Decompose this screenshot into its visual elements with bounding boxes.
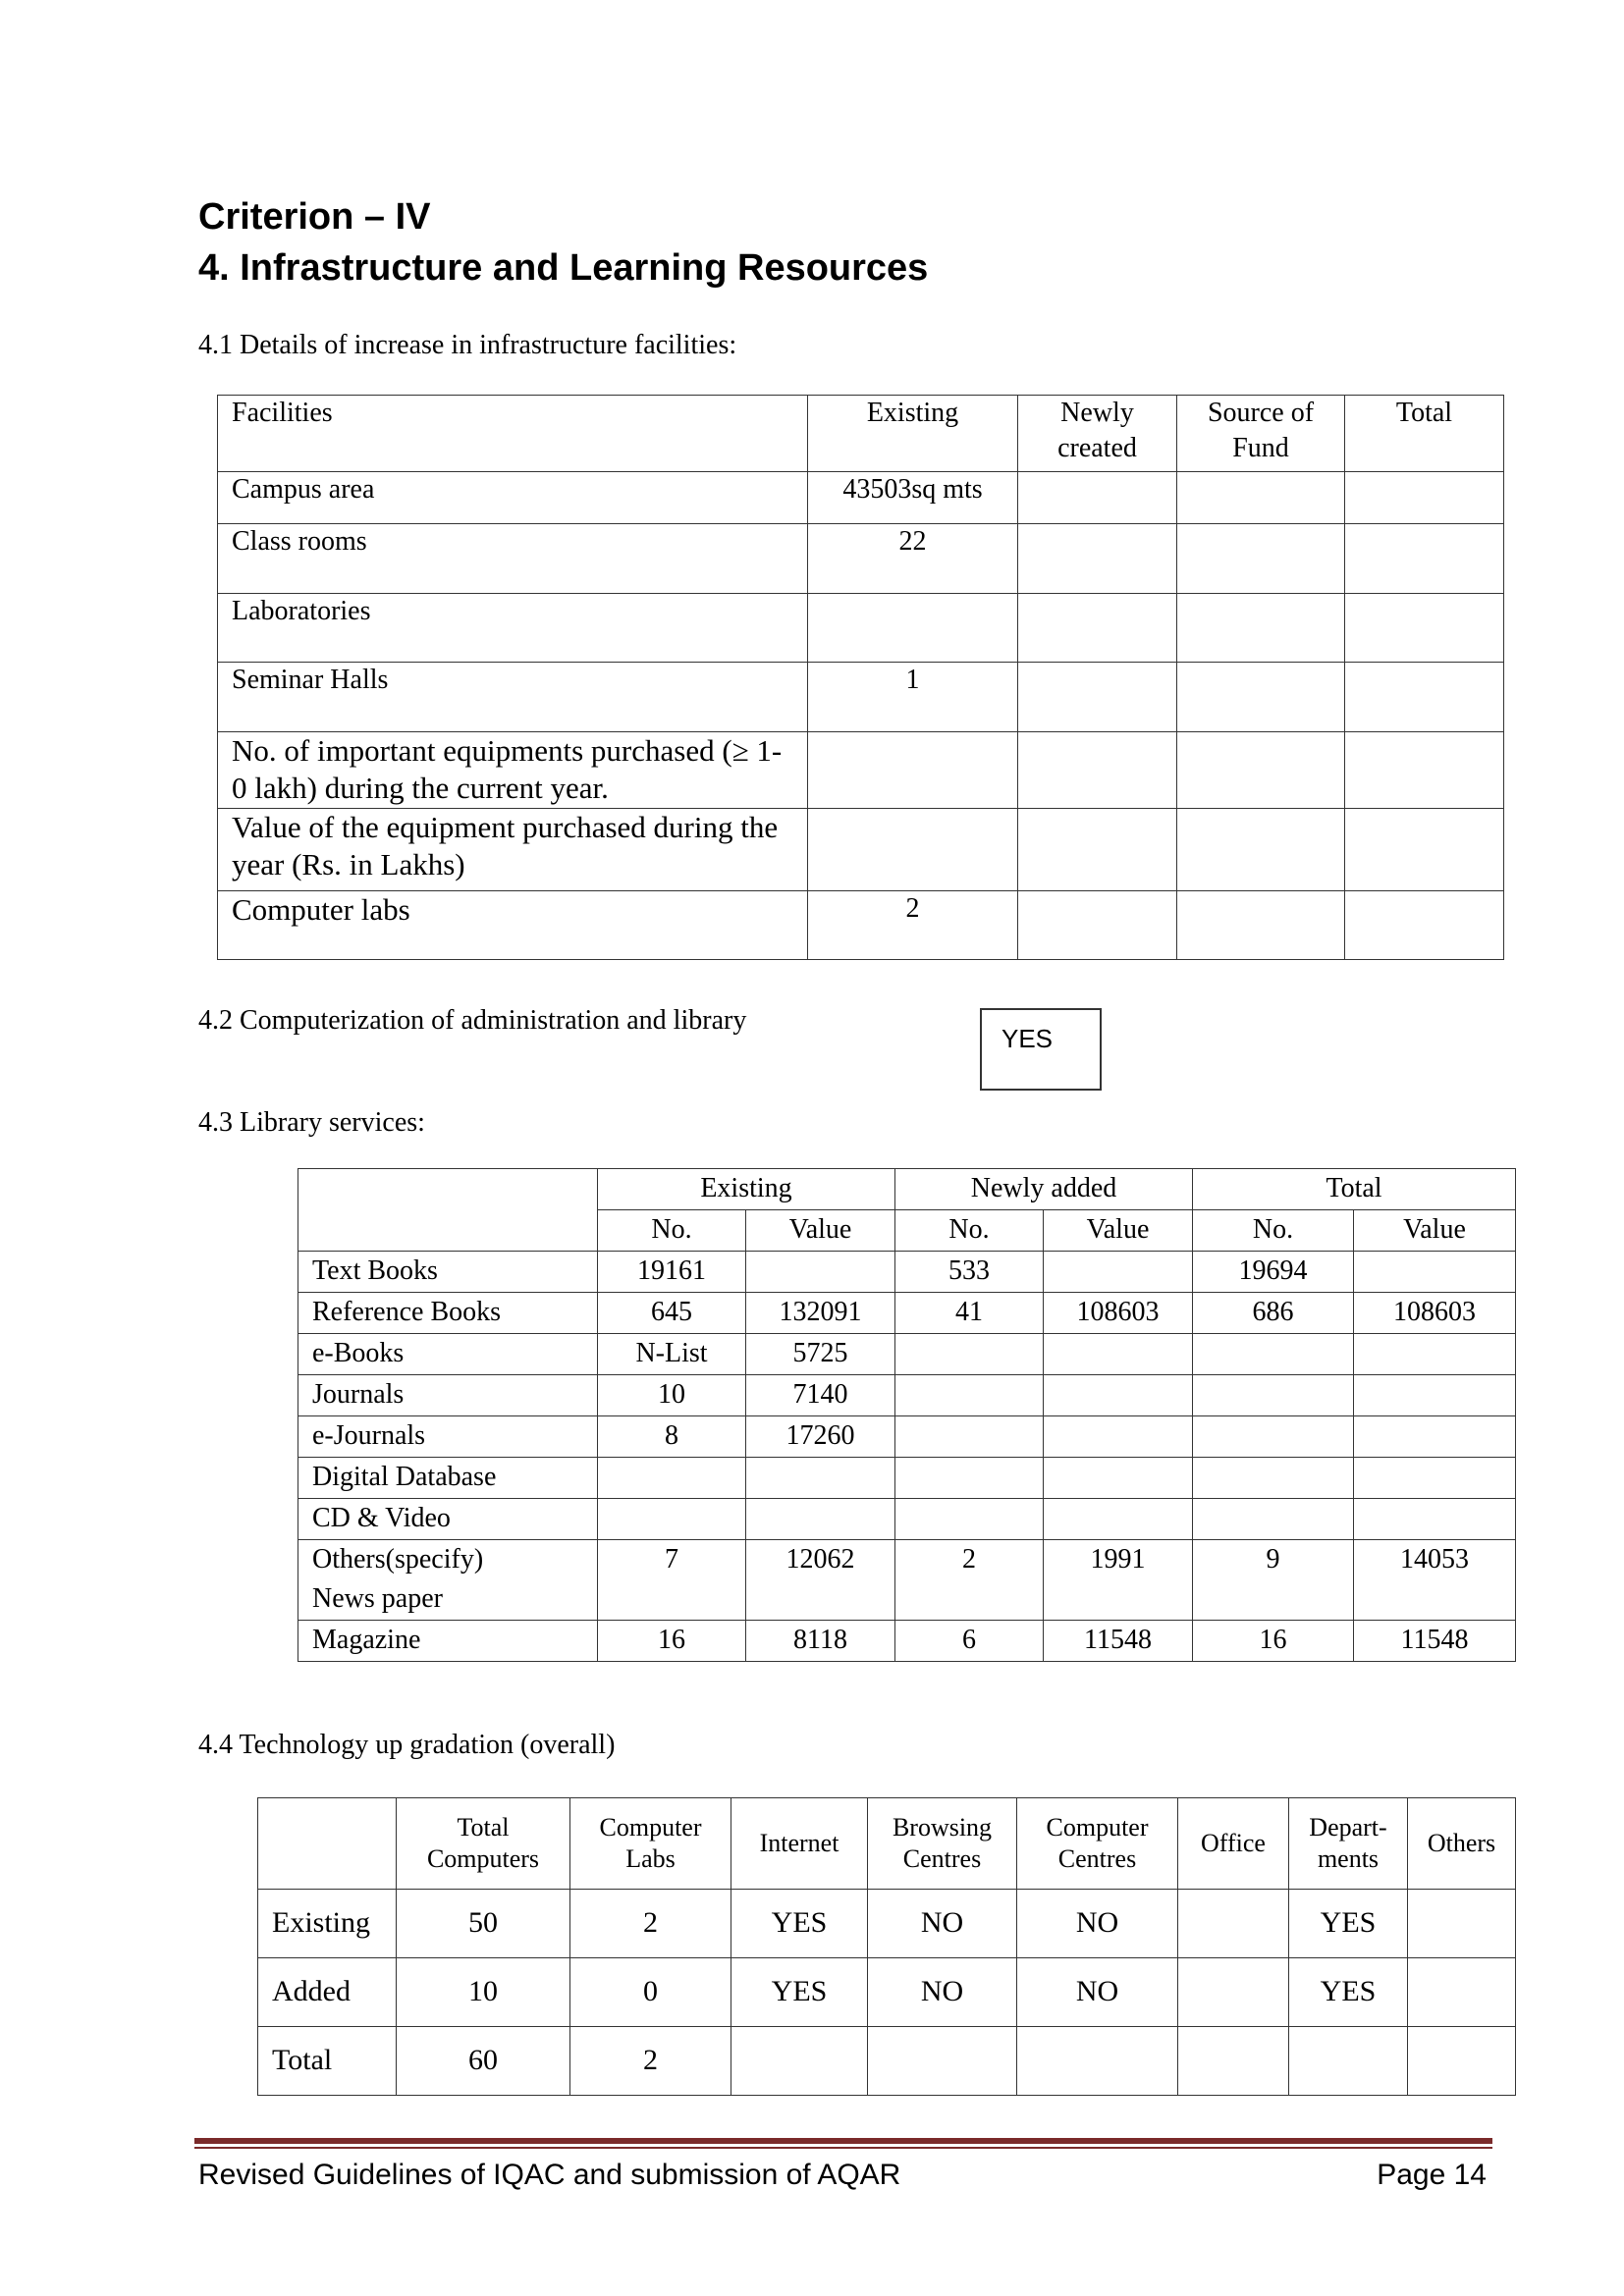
table-row: [298, 1416, 1516, 1458]
group-header: Newly added: [895, 1169, 1193, 1210]
row-label-line: News paper: [312, 1583, 443, 1614]
existing-cell: 2: [808, 891, 1018, 960]
table-cell: 533: [895, 1252, 1044, 1293]
facility-cell: Value of the equipment purchased during the year (Rs. in Lakhs): [218, 809, 808, 891]
table-cell: [598, 1499, 746, 1540]
table-row: [298, 1293, 1516, 1334]
table-cell: [895, 1499, 1044, 1540]
table-cell: 686: [1193, 1293, 1354, 1334]
sub-header: Value: [1044, 1210, 1193, 1252]
existing-cell: [808, 594, 1018, 663]
table-cell: [1044, 1334, 1193, 1375]
header-cell: Existing: [808, 396, 1018, 472]
table-cell: 19161: [598, 1252, 746, 1293]
table-cell: [1044, 1375, 1193, 1416]
table-row: [298, 1540, 1516, 1621]
table-row: [218, 663, 1504, 732]
table-row: [298, 1334, 1516, 1375]
table-cell: [895, 1416, 1044, 1458]
table-cell: 7: [598, 1540, 746, 1621]
table-row: [218, 891, 1504, 960]
header-cell: Computer Centres: [1017, 1798, 1178, 1890]
table-cell: 11548: [1044, 1621, 1193, 1662]
table-cell: [1178, 2027, 1289, 2096]
table-cell: [1193, 1416, 1354, 1458]
table-cell: [895, 1458, 1044, 1499]
section-title: 4. Infrastructure and Learning Resources: [198, 247, 929, 289]
table-cell: NO: [868, 1890, 1017, 1958]
table-row: [258, 2027, 1516, 2096]
table-header-row: [258, 1798, 1516, 1890]
table-cell: [731, 2027, 868, 2096]
table-cell: [868, 2027, 1017, 2096]
header-cell: Newly created: [1018, 396, 1177, 472]
table-row: [298, 1458, 1516, 1499]
table-cell: YES: [731, 1890, 868, 1958]
table-cell: [1044, 1499, 1193, 1540]
table-cell: [1408, 1890, 1516, 1958]
table-cell: [1193, 1375, 1354, 1416]
table-cell: 645: [598, 1293, 746, 1334]
table-cell: 11548: [1354, 1621, 1516, 1662]
existing-cell: 43503sq mts: [808, 472, 1018, 524]
table-header-row: [218, 396, 1504, 472]
header-cell: Office: [1178, 1798, 1289, 1890]
table-cell: [1408, 2027, 1516, 2096]
table-cell: [746, 1252, 895, 1293]
s41-caption: 4.1 Details of increase in infrastructure facilities:: [198, 330, 737, 360]
header-cell: Depart- ments: [1289, 1798, 1408, 1890]
header-cell: Internet: [731, 1798, 868, 1890]
sub-header: Value: [1354, 1210, 1516, 1252]
table-cell: N-List: [598, 1334, 746, 1375]
table-cell: 108603: [1044, 1293, 1193, 1334]
facility-cell: No. of important equipments purchased (≥ 1-0 lakh) during the current year.: [218, 732, 808, 809]
existing-cell: [808, 732, 1018, 809]
table-cell: 41: [895, 1293, 1044, 1334]
table-cell: [1193, 1334, 1354, 1375]
table-row: [258, 1958, 1516, 2027]
table-cell: 108603: [1354, 1293, 1516, 1334]
table-cell: NO: [1017, 1958, 1178, 2027]
row-label: [298, 1540, 598, 1621]
table-cell: [895, 1375, 1044, 1416]
table-cell: NO: [1017, 1890, 1178, 1958]
table-row: [298, 1499, 1516, 1540]
table-cell: 2: [570, 1890, 731, 1958]
table-cell: 2: [570, 2027, 731, 2096]
table-cell: NO: [868, 1958, 1017, 2027]
header-cell: Facilities: [218, 396, 808, 472]
table-row: [218, 594, 1504, 663]
header-cell: Computer Labs: [570, 1798, 731, 1890]
table-cell: YES: [1289, 1958, 1408, 2027]
table-cell: [1044, 1458, 1193, 1499]
computerization-answer-box: [980, 1008, 1102, 1091]
table-cell: [746, 1458, 895, 1499]
table-cell: 1991: [1044, 1540, 1193, 1621]
table-cell: [746, 1499, 895, 1540]
table-cell: [1193, 1458, 1354, 1499]
library-services-table: [298, 1168, 1516, 1662]
table-cell: 16: [598, 1621, 746, 1662]
table-cell: 12062: [746, 1540, 895, 1621]
row-label: e-Books: [298, 1334, 598, 1375]
table-row: [218, 732, 1504, 809]
row-label-line: Others(specify): [312, 1544, 484, 1575]
table-cell: 132091: [746, 1293, 895, 1334]
table-cell: 16: [1193, 1621, 1354, 1662]
table-row: [298, 1252, 1516, 1293]
facility-cell: Computer labs: [218, 891, 808, 960]
table-cell: [895, 1334, 1044, 1375]
table-cell: [1354, 1416, 1516, 1458]
s44-caption: 4.4 Technology up gradation (overall): [198, 1730, 616, 1760]
infrastructure-table: [217, 395, 1504, 960]
table-cell: [1178, 1890, 1289, 1958]
table-row: [298, 1375, 1516, 1416]
table-cell: 19694: [1193, 1252, 1354, 1293]
table-cell: 8118: [746, 1621, 895, 1662]
row-label: Text Books: [298, 1252, 598, 1293]
s42-caption: 4.2 Computerization of administration and library: [198, 1005, 747, 1036]
table-row: [258, 1890, 1516, 1958]
page-number: Page 14: [1377, 2159, 1487, 2191]
row-label: e-Journals: [298, 1416, 598, 1458]
row-label: Existing: [258, 1890, 397, 1958]
existing-cell: [808, 809, 1018, 891]
table-row: [298, 1621, 1516, 1662]
header-cell: Source of Fund: [1177, 396, 1345, 472]
row-label: Digital Database: [298, 1458, 598, 1499]
row-label: Reference Books: [298, 1293, 598, 1334]
table-cell: [1354, 1252, 1516, 1293]
row-label: Added: [258, 1958, 397, 2027]
header-cell: Total: [1345, 396, 1504, 472]
table-row: [218, 809, 1504, 891]
table-cell: [1354, 1375, 1516, 1416]
table-cell: 0: [570, 1958, 731, 2027]
table-cell: 14053: [1354, 1540, 1516, 1621]
sub-header: Value: [746, 1210, 895, 1252]
table-cell: [1017, 2027, 1178, 2096]
footer-rule: [194, 2138, 1492, 2144]
table-cell: 6: [895, 1621, 1044, 1662]
table-cell: [1354, 1499, 1516, 1540]
row-label: Magazine: [298, 1621, 598, 1662]
computerization-answer: YES: [1001, 1024, 1054, 1053]
table-cell: 8: [598, 1416, 746, 1458]
table-cell: [1289, 2027, 1408, 2096]
technology-table: [257, 1797, 1516, 2096]
table-cell: YES: [731, 1958, 868, 2027]
facility-cell: Class rooms: [218, 524, 808, 594]
table-row: [218, 472, 1504, 524]
table-cell: [1193, 1499, 1354, 1540]
table-cell: [1044, 1416, 1193, 1458]
facility-cell: Laboratories: [218, 594, 808, 663]
row-label: Journals: [298, 1375, 598, 1416]
header-cell: Total Computers: [397, 1798, 570, 1890]
row-label: CD & Video: [298, 1499, 598, 1540]
header-cell: Others: [1408, 1798, 1516, 1890]
table-cell: 17260: [746, 1416, 895, 1458]
table-cell: 50: [397, 1890, 570, 1958]
table-cell: 60: [397, 2027, 570, 2096]
table-cell: [1178, 1958, 1289, 2027]
table-cell: 10: [397, 1958, 570, 2027]
table-cell: [598, 1458, 746, 1499]
table-cell: [1354, 1458, 1516, 1499]
header-cell: Browsing Centres: [868, 1798, 1017, 1890]
footer-rule-thin: [194, 2147, 1492, 2149]
facility-cell: Campus area: [218, 472, 808, 524]
table-cell: [1408, 1958, 1516, 2027]
group-header: Existing: [598, 1169, 895, 1210]
table-cell: 5725: [746, 1334, 895, 1375]
table-cell: 2: [895, 1540, 1044, 1621]
row-label: Total: [258, 2027, 397, 2096]
existing-cell: 22: [808, 524, 1018, 594]
sub-header: No.: [1193, 1210, 1354, 1252]
table-header-row: [298, 1169, 1516, 1210]
table-cell: 10: [598, 1375, 746, 1416]
table-row: [218, 524, 1504, 594]
criterion-heading: Criterion – IV: [198, 196, 431, 238]
table-cell: [1044, 1252, 1193, 1293]
table-cell: 7140: [746, 1375, 895, 1416]
table-cell: YES: [1289, 1890, 1408, 1958]
sub-header: No.: [598, 1210, 746, 1252]
table-cell: [1354, 1334, 1516, 1375]
facility-cell: Seminar Halls: [218, 663, 808, 732]
s43-caption: 4.3 Library services:: [198, 1107, 425, 1138]
group-header: Total: [1193, 1169, 1516, 1210]
existing-cell: 1: [808, 663, 1018, 732]
table-cell: 9: [1193, 1540, 1354, 1621]
footer-title: Revised Guidelines of IQAC and submission of AQAR: [198, 2159, 901, 2191]
sub-header: No.: [895, 1210, 1044, 1252]
